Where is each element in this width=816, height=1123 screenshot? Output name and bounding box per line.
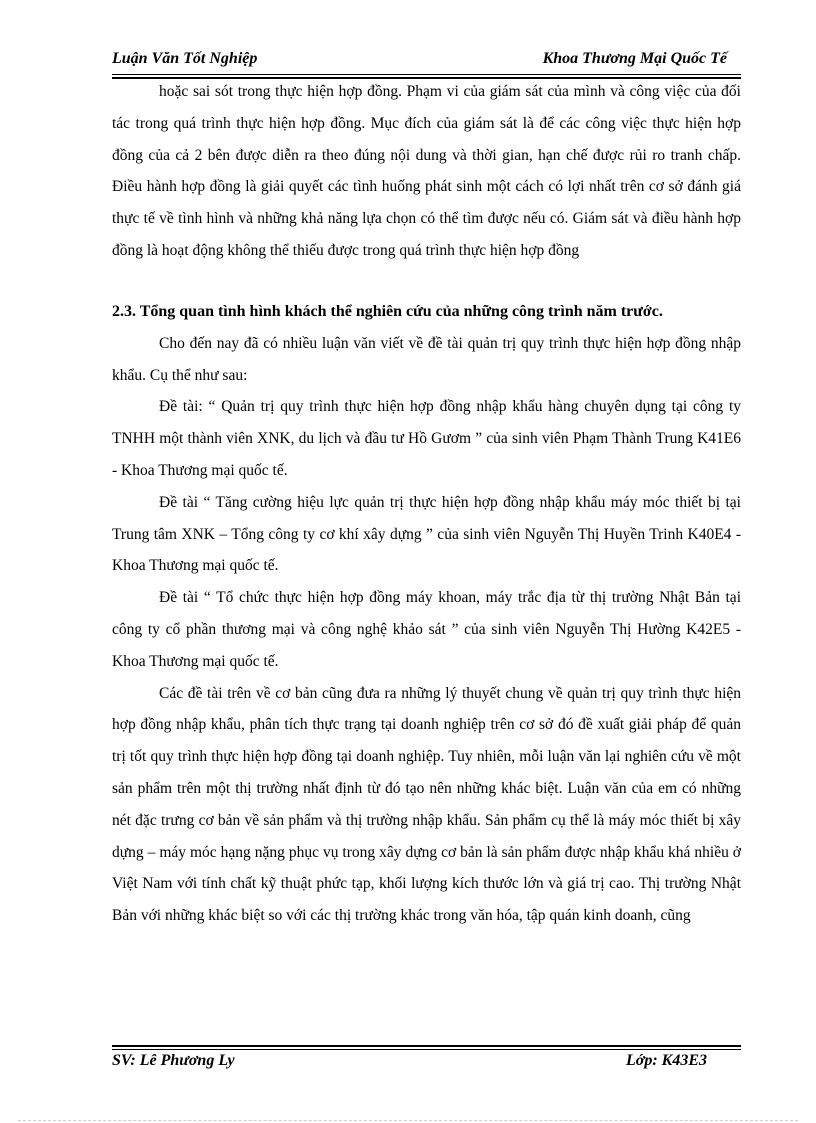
- page-footer: [112, 1052, 741, 1076]
- body-paragraph: Các đề tài trên về cơ bản cũng đưa ra những lý thuyết chung về quản trị quy trình thực hiện hợp đồng nhập khẩu, phân tích thực trạng tại doanh nghiệp trên cơ sở đó đề xuất giải pháp để quản trị tốt quy trình thực hiện hợp đồng tại doanh nghiệp. Tuy nhiên, mỗi luận văn lại nghiên cứu về một sản phẩm trên một thị trường nhất định từ đó tạo nên những khác biệt. Luận văn của em có những nét đặc trưng cơ bản về sản phẩm và thị trường nhập khẩu. Sản phẩm cụ thể là máy móc thiết bị xây dựng – máy móc hạng nặng phục vụ trong xây dựng cơ bản là sản phẩm được nhập khẩu khá nhiều ở Việt Nam với tính chất kỹ thuật phức tạp, khối lượng kích thước lớn và giá trị cao. Thị trường Nhật Bản với những khác biệt so với các thị trường khác trong văn hóa, tập quán kinh doanh, cũng: [112, 684, 741, 925]
- footer-rule-thick: [112, 1045, 741, 1047]
- footer-rule: [112, 1049, 741, 1050]
- body-paragraph: hoặc sai sót trong thực hiện hợp đồng. Phạm vi của giám sát của mình và công việc của đối tác trong quá trình thực hiện hợp đồng. Mục đích của giám sát là để các công việc thực hiện hợp đồng của cả 2 bên được diễn ra theo đúng nội dung và thời gian, hạn chế được rủi ro tranh chấp. Điều hành hợp đồng là giải quyết các tình huống phát sinh một cách có lợi nhất trên cơ sở đánh giá thực tế về tình hình và những khả năng lựa chọn có thể tìm được nếu có. Giám sát và điều hành hợp đồng là hoạt động không thể thiếu được trong quá trình thực hiện hợp đồng: [112, 83, 741, 259]
- body-paragraph: Đề tài: “ Quản trị quy trình thực hiện hợp đồng nhập khẩu hàng chuyên dụng tại công ty TNHH một thành viên XNK, du lịch và đầu tư Hồ Gươm ” của sinh viên Phạm Thành Trung K41E6 - Khoa Thương mại quốc tế.: [112, 398, 741, 479]
- header-rule: [112, 74, 741, 75]
- body-paragraph: Đề tài “ Tổ chức thực hiện hợp đồng máy khoan, máy trắc địa từ thị trường Nhật Bản tại công ty cổ phần thương mại và công nghệ khảo sát ” của sinh viên Nguyễn Thị Hường K42E5 - Khoa Thương mại quốc tế.: [112, 589, 741, 670]
- header-thesis-label: Luận Văn Tốt Nghiệp: [112, 50, 258, 67]
- page-edge-divider: [18, 1120, 798, 1121]
- footer-class-label: Lớp: K43E3: [625, 1052, 707, 1069]
- section-heading: 2.3. Tổng quan tình hình khách thể nghiên cứu của những công trình năm trước.: [112, 302, 663, 320]
- body-paragraph: Đề tài “ Tăng cường hiệu lực quản trị thực hiện hợp đồng nhập khẩu máy móc thiết bị tại Trung tâm XNK – Tổng công ty cơ khí xây dựng ” của sinh viên Nguyễn Thị Huyền Trinh K40E4 - Khoa Thương mại quốc tế.: [112, 493, 741, 575]
- header-faculty-label: Khoa Thương Mại Quốc Tế: [542, 50, 727, 67]
- page-header: [112, 50, 741, 74]
- page-body: [112, 76, 741, 932]
- footer-student-label: SV: Lê Phương Ly: [112, 1052, 235, 1069]
- body-paragraph: Cho đến nay đã có nhiều luận văn viết về đề tài quản trị quy trình thực hiện hợp đồng nhập khẩu. Cụ thể như sau:: [112, 334, 741, 384]
